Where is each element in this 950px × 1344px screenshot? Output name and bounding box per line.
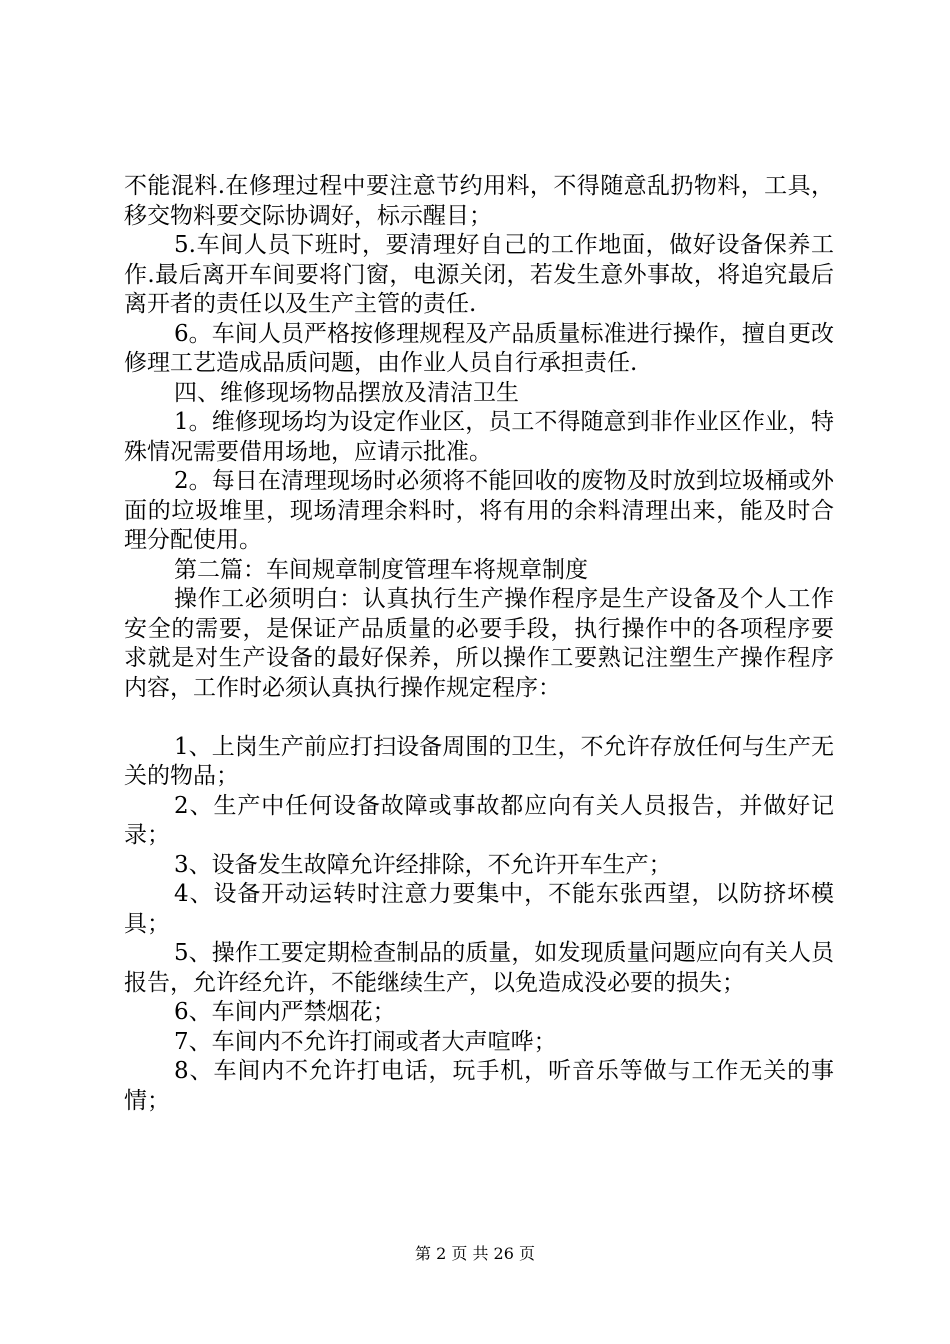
section-heading-four: 四、维修现场物品摆放及清洁卫生	[174, 379, 519, 406]
rule-item-1: 1、上岗生产前应打扫设备周围的卫生，不允许存放任何与生产无关的物品；	[124, 733, 834, 789]
rule-item-3: 3、设备发生故障允许经排除，不允许开车生产；	[174, 851, 672, 878]
page-number-footer: 第 2 页 共 26 页	[415, 1244, 535, 1263]
paragraph-operator-intro: 操作工必须明白：认真执行生产操作程序是生产设备及个人工作安全的需要，是保证产品质量的必要手段，执行操作中的各项程序要求就是对生产设备的最好保养，所以操作工要熟记注塑生产操作程序内容，工作时必须认真执行操作规定程序：	[124, 586, 834, 701]
paragraph-site-item-2: 2。每日在清理现场时必须将不能回收的废物及时放到垃圾桶或外面的垃圾堆里，现场清理余料时，将有用的余料清理出来，能及时合理分配使用。	[124, 468, 834, 553]
document-body	[124, 172, 834, 1116]
rule-item-4: 4、设备开动运转时注意力要集中，不能东张西望，以防挤坏模具；	[124, 881, 834, 937]
rule-item-6: 6、车间内严禁烟花；	[174, 999, 396, 1025]
paragraph-item-5: 5.车间人员下班时，要清理好自己的工作地面，做好设备保养工作.最后离开车间要将门窗，电源关闭，若发生意外事故，将追究最后离开者的责任以及生产主管的责任.	[124, 232, 834, 317]
chapter-heading-second: 第二篇：车间规章制度管理车将规章制度	[174, 556, 588, 583]
blank-line	[124, 703, 834, 733]
rule-item-2: 2、生产中任何设备故障或事故都应向有关人员报告，并做好记录；	[124, 792, 834, 848]
paragraph-continuation: 不能混料.在修理过程中要注意节约用料，不得随意乱扔物料，工具，移交物料要交际协调好，标示醒目；	[124, 173, 834, 229]
rule-item-8: 8、车间内不允许打电话，玩手机，听音乐等做与工作无关的事情；	[124, 1058, 834, 1114]
rule-item-5: 5、操作工要定期检查制品的质量，如发现质量问题应向有关人员报告，允许经允许，不能继续生产，以免造成没必要的损失；	[124, 940, 834, 996]
paragraph-site-item-1: 1。维修现场均为设定作业区，员工不得随意到非作业区作业，特殊情况需要借用场地，应请示批准。	[124, 409, 834, 465]
rule-item-7: 7、车间内不允许打闹或者大声喧哗；	[174, 1028, 557, 1055]
paragraph-item-6: 6。车间人员严格按修理规程及产品质量标准进行操作，擅自更改修理工艺造成品质问题，由作业人员自行承担责任.	[124, 320, 834, 376]
